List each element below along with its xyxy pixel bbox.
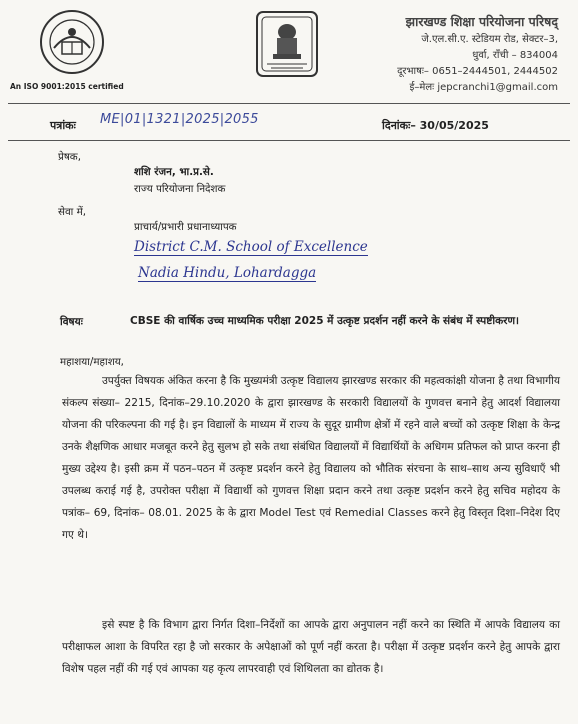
patrank-label: पत्रांकः [50,119,76,132]
address-line-1: जे.एल.सी.ए. स्टेडियम रोड, सेक्टर–3, [421,34,558,45]
recipient-title: प्राचार्य/प्रभारी प्रधानाध्यापक [134,221,237,233]
state-emblem-icon [255,10,319,78]
paragraph-2-text: इसे स्पष्ट है कि विभाग द्वारा निर्गत दिशा–निर्देशों का आपके द्वारा अनुपालन नहीं करने का स्थिति में आपके विद्यालय का परीक्षाफल आशा के विपरित रहा है जो सरकार के अपेक्षाओं को पूर्ण नहीं करता है। परीक्षा में उत्कृष्ट प्रदर्शन करने हेतु आपके द्वारा विशेष पहल नहीं की गई एवं आपका यह कृत्य लापरवाही एवं शिथिलता का द्योतक है। [62,619,560,675]
header-divider [8,103,570,104]
subject-text: CBSE की वार्षिक उच्च माध्यमिक परीक्षा 2025 में उत्कृष्ट प्रदर्शन नहीं करने के संबंध में स्पष्टीकरण। [130,315,520,327]
phone-line: दूरभाषः– 0651–2444501, 2444502 [397,66,558,77]
jepc-logo-icon [38,8,106,76]
sender-label: प्रेषक, [58,151,81,163]
salutation: महाशया/महाशय, [60,356,124,368]
recipient-handwritten-2: Nadia Hindu, Lohardagga [138,265,317,281]
iso-certification: An ISO 9001:2015 certified [10,82,124,91]
body-paragraph-1 [62,370,560,546]
patrank-value: ME|01|1321|2025|2055 [100,112,259,127]
email-line: ई–मेलः jepcranchi1@gmail.com [409,82,558,93]
sender-designation: राज्य परियोजना निदेशक [134,183,226,195]
recipient-label: सेवा में, [58,206,87,218]
ref-divider [8,140,570,141]
paragraph-1-text: उपर्युक्त विषयक अंकित करना है कि मुख्यमंत्री उत्कृष्ट विद्यालय झारखण्ड सरकार की महत्वकांक्षी योजना है तथा विभागीय संकल्प संख्या– 2215, दिनांक–29.10.2020 के द्वारा झारखण्ड के सरकारी विद्यालयों के गुणवत्त बनाने हेतु आदर्श विद्यालया योजना की परिकल्पना की गई है। इन विद्यालों के माध्यम में राज्य के सुदूर ग्रामीण क्षेत्रों में रहने वाले बच्चों को उत्कृष्ट शिक्षा के केन्द्र उनके शैक्षणिक आधार मजबूत करने हेतु सुलभ हो सके तथा संबंधित विद्यालयों में विद्यार्थियों के अधिगम प्रतिफल को प्राप्त करना ही मुख्य उद्देश्य है। इसी क्रम में पठन–पठन में उत्कृष्ट प्रदर्शन करने हेतु विद्यालय को भौतिक संरचना के साथ–साथ अन्य सुविधाएँ भी उपलब्ध कराई गई है, उपरोक्त परीक्षा में विद्यार्थी को गुणवत्त शिक्षा प्रदान करने तथा उत्कृष्ट प्रदर्शन करने हेतु सचिव महोदय के पत्रांक– 69, दिनांक– 08.01. 2025 के के द्वारा Model Test एवं Remedial Classes करने हेतु विस्तृत दिशा–निदेश दिए गए थे। [62,375,560,541]
letterhead-address [358,14,558,96]
address-line-2: धुर्वा, राँची – 834004 [472,50,558,61]
body-paragraph-2 [62,614,560,680]
dinank: दिनांकः– 30/05/2025 [382,119,489,132]
org-name: झारखण्ड शिक्षा परियोजना परिषद् [405,14,558,29]
recipient-handwritten-1: District C.M. School of Excellence [134,239,368,255]
subject-label: विषयः [60,316,83,328]
sender-name: शशि रंजन, भा.प्र.से. [134,166,214,178]
